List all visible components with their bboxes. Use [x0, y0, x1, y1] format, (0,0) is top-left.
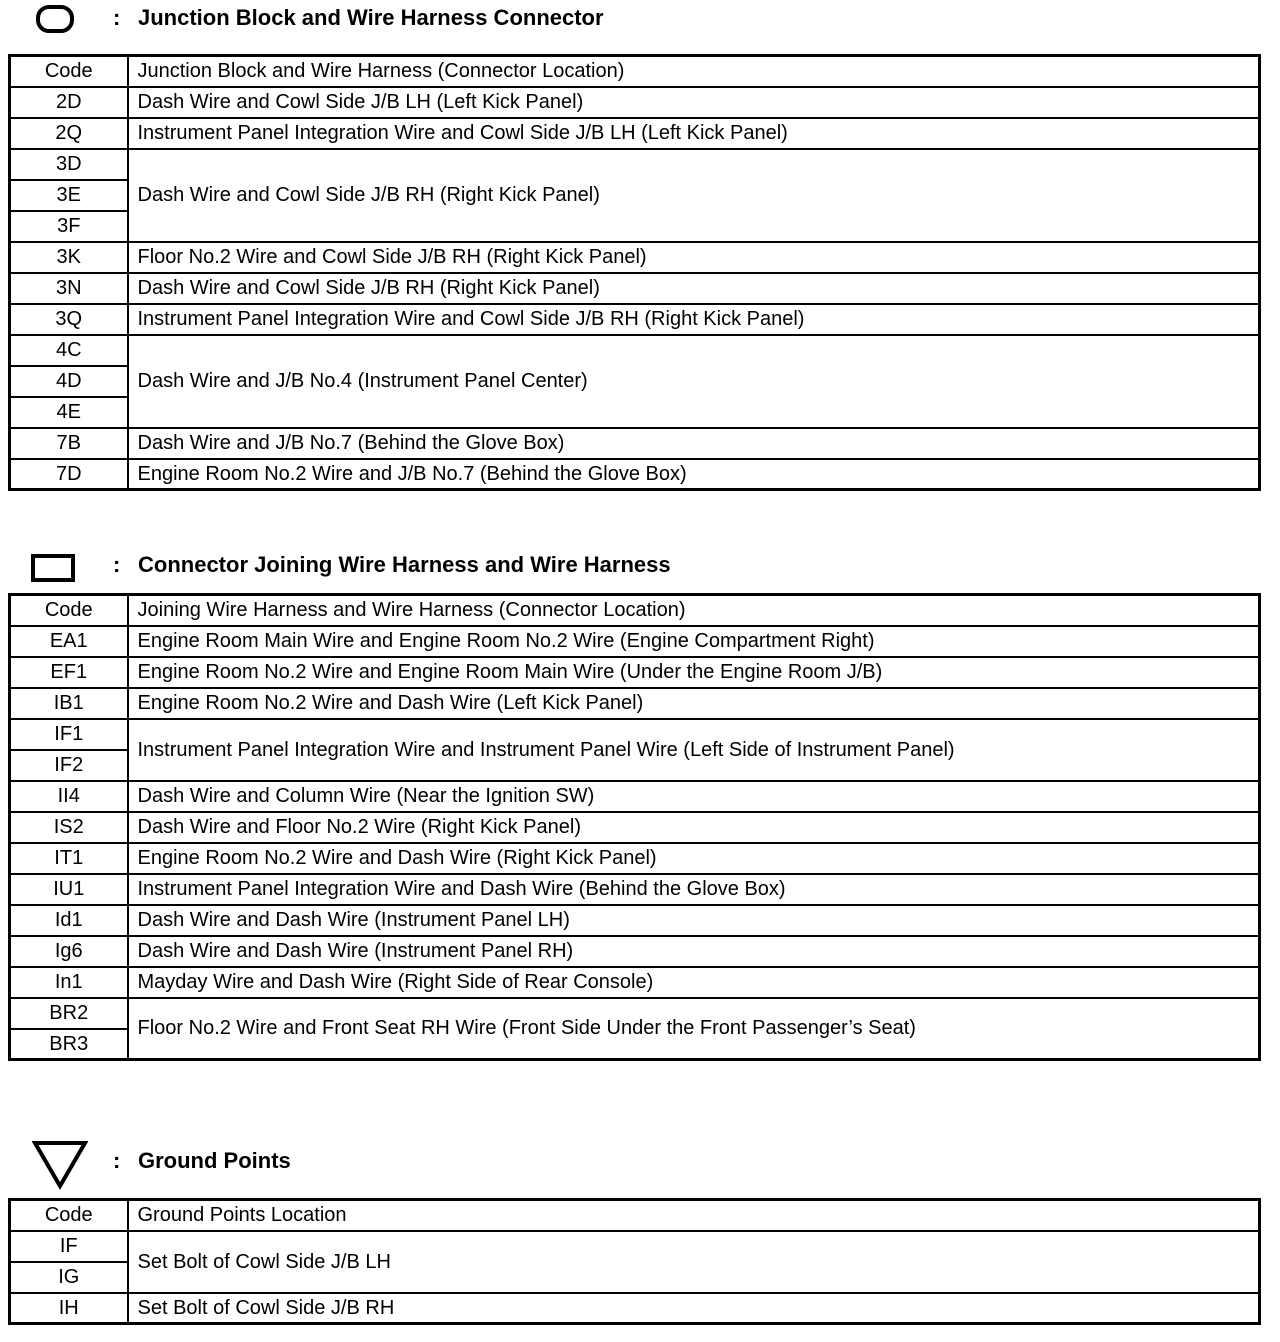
header-colon: : [113, 1148, 121, 1173]
header-colon: : [113, 552, 121, 577]
code-cell: IB1 [10, 688, 128, 719]
code-cell: IH [10, 1293, 128, 1324]
header-desc-cell: Junction Block and Wire Harness (Connector Location) [128, 56, 1260, 87]
location-cell: Dash Wire and Dash Wire (Instrument Panel RH) [128, 936, 1260, 967]
section-header-ground-points [0, 1135, 1280, 1175]
location-cell: Instrument Panel Integration Wire and Instrument Panel Wire (Left Side of Instrument Panel) [128, 719, 1260, 781]
code-cell: BR3 [10, 1029, 128, 1060]
table-row [10, 998, 1260, 1029]
location-cell: Instrument Panel Integration Wire and Cowl Side J/B RH (Right Kick Panel) [128, 304, 1260, 335]
location-cell: Engine Room Main Wire and Engine Room No.2 Wire (Engine Compartment Right) [128, 626, 1260, 657]
code-cell: 3Q [10, 304, 128, 335]
code-cell: 3K [10, 242, 128, 273]
joining-connector-table [8, 593, 1261, 1061]
ground-points-table [8, 1198, 1261, 1325]
location-cell: Instrument Panel Integration Wire and Cowl Side J/B LH (Left Kick Panel) [128, 118, 1260, 149]
code-cell: 3D [10, 149, 128, 180]
table-row [10, 843, 1260, 874]
location-cell: Dash Wire and Floor No.2 Wire (Right Kick Panel) [128, 812, 1260, 843]
code-cell: IT1 [10, 843, 128, 874]
section-title: Junction Block and Wire Harness Connector [138, 5, 604, 30]
rectangle-symbol-icon [31, 554, 75, 582]
code-cell: IF1 [10, 719, 128, 750]
section-title: Ground Points [138, 1148, 291, 1173]
table-row [10, 118, 1260, 149]
oval-symbol-icon [36, 5, 74, 33]
table-row [10, 657, 1260, 688]
location-cell: Engine Room No.2 Wire and Dash Wire (Left Kick Panel) [128, 688, 1260, 719]
code-cell: IU1 [10, 874, 128, 905]
location-cell: Floor No.2 Wire and Cowl Side J/B RH (Right Kick Panel) [128, 242, 1260, 273]
location-cell: Engine Room No.2 Wire and Engine Room Main Wire (Under the Engine Room J/B) [128, 657, 1260, 688]
table-row [10, 304, 1260, 335]
section-title: Connector Joining Wire Harness and Wire Harness [138, 552, 671, 577]
table-header-row [10, 56, 1260, 87]
location-cell: Set Bolt of Cowl Side J/B LH [128, 1231, 1260, 1293]
header-desc-cell: Joining Wire Harness and Wire Harness (Connector Location) [128, 595, 1260, 626]
code-cell: Id1 [10, 905, 128, 936]
header-code-cell: Code [10, 56, 128, 87]
code-cell: IS2 [10, 812, 128, 843]
location-cell: Dash Wire and Cowl Side J/B RH (Right Kick Panel) [128, 149, 1260, 242]
code-cell: In1 [10, 967, 128, 998]
location-cell: Engine Room No.2 Wire and Dash Wire (Right Kick Panel) [128, 843, 1260, 874]
table-row [10, 335, 1260, 366]
location-cell: Dash Wire and J/B No.7 (Behind the Glove Box) [128, 428, 1260, 459]
code-cell: 4E [10, 397, 128, 428]
header-desc-cell: Ground Points Location [128, 1200, 1260, 1231]
junction-block-table [8, 54, 1261, 491]
section-header-junction-block [0, 0, 1280, 40]
location-cell: Mayday Wire and Dash Wire (Right Side of Rear Console) [128, 967, 1260, 998]
table-row [10, 459, 1260, 490]
header-colon: : [113, 5, 121, 30]
table-row [10, 905, 1260, 936]
code-cell: IF [10, 1231, 128, 1262]
table-row [10, 967, 1260, 998]
location-cell: Floor No.2 Wire and Front Seat RH Wire (Front Side Under the Front Passenger’s Seat) [128, 998, 1260, 1060]
location-cell: Instrument Panel Integration Wire and Dash Wire (Behind the Glove Box) [128, 874, 1260, 905]
table-header-row [10, 595, 1260, 626]
section-header-joining-connector [0, 540, 1280, 580]
code-cell: EF1 [10, 657, 128, 688]
code-cell: 2D [10, 87, 128, 118]
code-cell: 4C [10, 335, 128, 366]
table-row [10, 626, 1260, 657]
header-code-cell: Code [10, 595, 128, 626]
code-cell: 3F [10, 211, 128, 242]
code-cell: EA1 [10, 626, 128, 657]
code-cell: 4D [10, 366, 128, 397]
table-row [10, 812, 1260, 843]
code-cell: 3N [10, 273, 128, 304]
table-row [10, 688, 1260, 719]
location-cell: Dash Wire and Column Wire (Near the Ignition SW) [128, 781, 1260, 812]
code-cell: BR2 [10, 998, 128, 1029]
table-row [10, 1293, 1260, 1324]
location-cell: Engine Room No.2 Wire and J/B No.7 (Behind the Glove Box) [128, 459, 1260, 490]
code-cell: 2Q [10, 118, 128, 149]
code-cell: II4 [10, 781, 128, 812]
table-row [10, 1231, 1260, 1262]
table-row [10, 273, 1260, 304]
table-row [10, 87, 1260, 118]
code-cell: IG [10, 1262, 128, 1293]
code-cell: 7D [10, 459, 128, 490]
code-cell: IF2 [10, 750, 128, 781]
location-cell: Dash Wire and Cowl Side J/B RH (Right Kick Panel) [128, 273, 1260, 304]
code-cell: 3E [10, 180, 128, 211]
code-cell: 7B [10, 428, 128, 459]
location-cell: Dash Wire and J/B No.4 (Instrument Panel Center) [128, 335, 1260, 428]
table-row [10, 719, 1260, 750]
location-cell: Dash Wire and Dash Wire (Instrument Panel LH) [128, 905, 1260, 936]
table-row [10, 242, 1260, 273]
table-row [10, 149, 1260, 180]
header-code-cell: Code [10, 1200, 128, 1231]
location-cell: Dash Wire and Cowl Side J/B LH (Left Kick Panel) [128, 87, 1260, 118]
table-header-row [10, 1200, 1260, 1231]
table-row [10, 936, 1260, 967]
table-row [10, 781, 1260, 812]
code-cell: Ig6 [10, 936, 128, 967]
location-cell: Set Bolt of Cowl Side J/B RH [128, 1293, 1260, 1324]
table-row [10, 428, 1260, 459]
table-row [10, 874, 1260, 905]
